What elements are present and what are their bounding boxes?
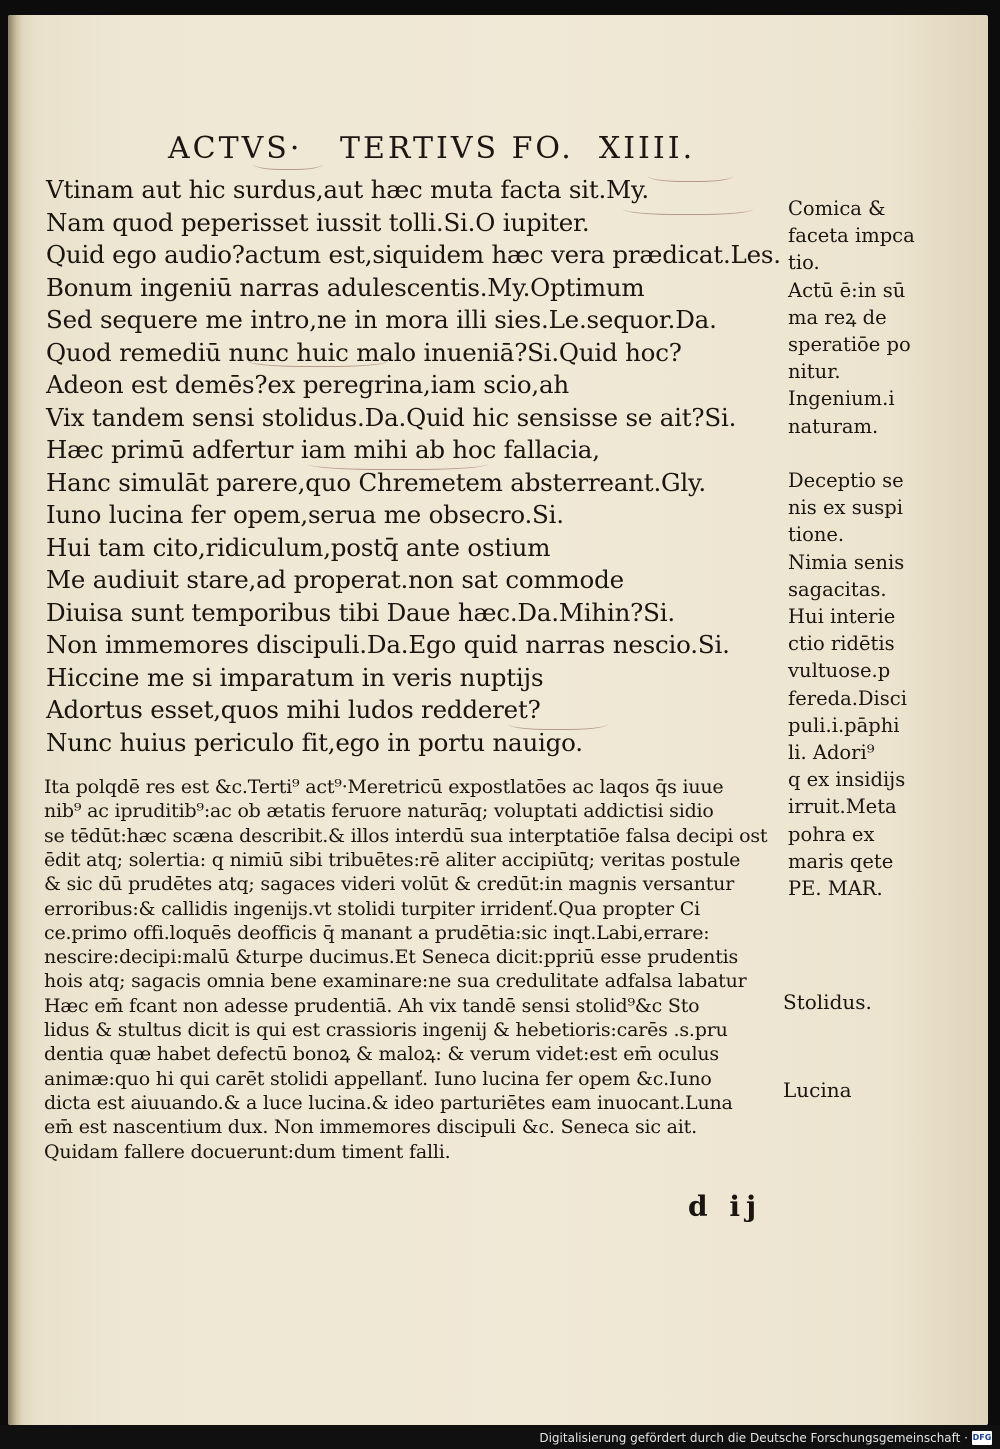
marginal-gloss-line: q ex insidijs (788, 768, 906, 792)
marginal-gloss-line: Hui interie (788, 605, 896, 628)
verse-line: Vix tandem sensi stolidus.Da.Quid hic sensisse se ait?Si. (46, 402, 737, 432)
handwritten-annotation (623, 200, 753, 215)
verse-line: Nam quod peperisset iussit tolli.Si.O iupiter. (46, 207, 590, 237)
commentary-line: Ita polqdē res est &c.Terti⁹ act⁹·Meretricū expostlatōes ac laqos q̄s iuue (44, 776, 724, 798)
verse-line: Hanc simulāt parere,quo Chremetem absterreant.Gly. (46, 467, 707, 497)
commentary-line: ce.primo offi.loquēs deoffici̇s q̄ manant a prudētia:sic inqt.Labi,errare: (44, 921, 710, 944)
commentary-line: nib⁹ ac ipruditib⁹:ac ob ætatis feruore naturāq; voluptati addictisi sidio (44, 800, 714, 823)
verse-line: Vtinam aut hic surdus,aut hæc muta facta sit.My. (46, 175, 649, 204)
commentary-line: hois atq; sagacis omnia bene examinare:ne sua credulitate adfalsa labatur (44, 970, 747, 993)
marginal-gloss-line: Deceptio se (788, 469, 904, 492)
handwritten-annotation (508, 715, 608, 730)
marginal-gloss-line: PE. MAR. (788, 877, 883, 900)
verse-line: Nunc huius periculo fit,ego in portu nauigo. (46, 727, 583, 757)
verse-line: Quid ego audio?actum est,siquidem hæc vera prædicat.Les. (46, 240, 781, 269)
marginal-gloss-line: ma reꝝ de (788, 305, 887, 329)
verse-line: Bonum ingeniū narras adulescentis.My.Optimum (46, 272, 645, 302)
dfg-logo: DFG (972, 1431, 992, 1445)
marginal-gloss-line: Actū ē:in sū (788, 278, 906, 302)
handwritten-annotation (248, 352, 388, 367)
handwritten-annotation (308, 455, 488, 470)
signature-mark: d ij (688, 1190, 763, 1223)
marginal-gloss-line: Ingenium.i (788, 387, 895, 411)
commentary-line: animæ:quo hi qui carēt stolidi appellanť. Iuno lucina fer opem &c.Iuno (44, 1067, 712, 1090)
marginal-gloss-line: Nimia senis (788, 550, 905, 574)
verse-line: Non immemores discipuli.Da.Ego quid narras nescio.Si. (46, 630, 730, 659)
commentary-line: erroribus:& callidis ingenijs.vt stolidi turpiter irridenť.Qua propter Ci (44, 897, 700, 920)
marginal-gloss-line: tione. (788, 523, 845, 547)
commentary-line: & sic dū prudētes atq; sagaces videri volūt & credūt:in magnis versantur (44, 873, 735, 896)
gloss-stolidus: Stolidus. (783, 990, 872, 1014)
commentary-line: em̄ est nascentium dux. Non immemores discipuli &c. Seneca sic ait. (44, 1116, 697, 1139)
marginal-gloss-line: nis ex suspi (788, 496, 904, 520)
commentary-line: Quidam fallere docuerunt:dum timent falli. (44, 1140, 451, 1163)
footer-credit: Digitalisierung gefördert durch die Deutsche Forschungsgemeinschaft · (539, 1431, 968, 1445)
marginal-gloss-line: nitur. (788, 360, 841, 384)
verse-line: Hiccine me si imparatum in veris nuptijs (46, 662, 544, 692)
marginal-gloss-line: Comica & (788, 197, 886, 220)
commentary-line: ēdit atq; solertia: q nimiū sibi tribuētes:rē aliter accipiūtq; veritas postule (44, 848, 741, 871)
verse-line: Adeon est demēs?ex peregrina,iam scio,ah (46, 370, 569, 399)
marginal-gloss-line: pohra ex (788, 822, 875, 846)
commentary-line: Hæc em̄ fcant non adesse prudentiā. Ah vix tandē sensi stolid⁹&c Sto (44, 994, 700, 1017)
marginal-gloss-line: ctio ridētis (788, 632, 895, 656)
gloss-lucina: Lucina (783, 1078, 852, 1102)
verse-line: Hæc primū adfertur iam mihi ab hoc fallacia, (46, 435, 600, 464)
commentary-line: se tēdūt:hæc scæna describit.& illos interdū sua interptatiōe falsa decipi ost (44, 824, 768, 847)
marginal-gloss-line: vultuose.p (788, 659, 891, 683)
marginal-gloss-line: faceta impca (788, 224, 915, 248)
commentary-line: nescire:decipi:malū &turpe ducimus.Et Seneca dicit:ppriū esse prudentis (44, 946, 739, 969)
marginal-gloss-line: irruit.Meta (788, 795, 897, 819)
marginal-gloss-line: speratiōe po (788, 333, 911, 356)
marginal-gloss-line: naturam. (788, 414, 879, 438)
commentary-line: dicta est aiuuando.& a luce lucina.& ideo parturiētes eam inuocant.Luna (44, 1091, 733, 1114)
verse-line: Sed sequere me intro,ne in mora illi sies.Le.sequor.Da. (46, 305, 717, 334)
marginal-gloss-line: fereda.Disci (788, 686, 907, 710)
handwritten-annotation (253, 155, 323, 170)
marginal-gloss-line: sagacitas. (788, 577, 887, 601)
footer-bar (0, 1425, 1000, 1449)
verse-line: Diuisa sunt temporibus tibi Daue hæc.Da.Mihin?Si. (46, 597, 675, 627)
verse-line: Adortus esset,quos mihi ludos redderet? (46, 695, 541, 724)
book-page (8, 15, 988, 1425)
verse-line: Me audiuit stare,ad properat.non sat commode (46, 565, 624, 594)
running-head: ACTVS· TERTIVS FO. XIIII. (168, 131, 696, 166)
verse-line: Hui tam cito,ridiculum,postq̄ ante ostium (46, 532, 551, 562)
commentary-line: dentia quæ habet defectū bonoꝝ & maloꝝ: & verum videt:est em̄ oculus (44, 1043, 719, 1066)
handwritten-annotation (648, 167, 733, 182)
marginal-gloss-line: tio. (788, 251, 820, 275)
verse-line: Quod remediū nunc huic malo inueniā?Si.Quid hoc? (46, 337, 682, 367)
marginal-gloss-line: puli.i.pāphi (788, 713, 900, 737)
marginal-gloss-line: maris qete (788, 849, 894, 873)
marginal-gloss-line: li. Adori⁹ (788, 741, 875, 764)
commentary-line: lidus & stultus dicit is qui est crassioris ingenij & hebetioris:carēs .s.pru (44, 1019, 728, 1041)
verse-line: Iuno lucina fer opem,serua me obsecro.Si. (46, 500, 564, 529)
